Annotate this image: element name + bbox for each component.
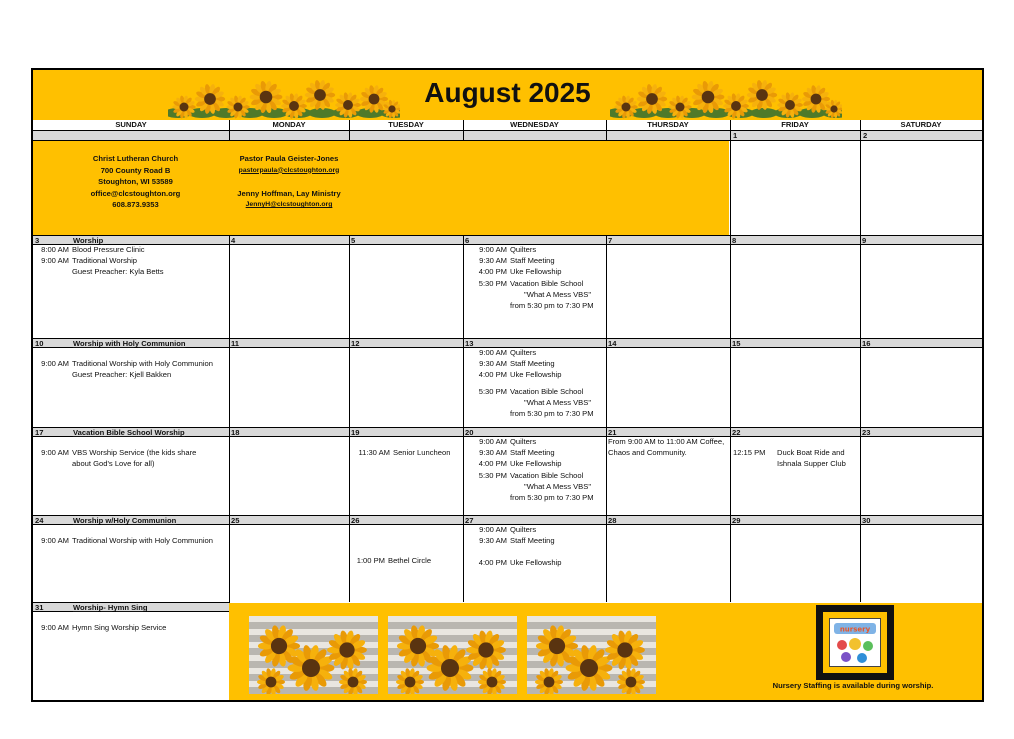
- nursery-icon: [829, 618, 881, 667]
- event-item: [477, 256, 555, 267]
- day-number: 9: [862, 236, 867, 245]
- event-item: [477, 387, 583, 398]
- day-number: 6: [465, 236, 470, 245]
- event-text: from 5:30 pm to 7:30 PM: [510, 493, 594, 502]
- event-time: 9:00 AM: [41, 256, 69, 265]
- sunflower-photo-icon: [527, 616, 656, 694]
- event-text: Vacation Bible School: [510, 279, 584, 288]
- column-divider: [463, 235, 464, 338]
- event-text: Quilters: [510, 348, 537, 357]
- event-item: [72, 267, 164, 278]
- event-item: [733, 448, 845, 459]
- event-text: "What A Mess VBS": [524, 482, 592, 491]
- event-time: 12:15 PM: [733, 448, 766, 457]
- event-time: 9:00 AM: [479, 245, 507, 254]
- column-divider: [229, 427, 230, 515]
- day-number: 29: [732, 516, 741, 525]
- event-item: [477, 245, 536, 256]
- event-time: 8:00 AM: [41, 245, 69, 254]
- event-text: Uke Fellowship: [510, 459, 562, 468]
- event-item: [477, 471, 583, 482]
- column-divider: [730, 130, 731, 141]
- event-item: [353, 448, 450, 459]
- church-email: office@clcstoughton.org: [90, 188, 181, 198]
- event-time: 4:00 PM: [478, 459, 507, 468]
- event-time: 9:00 AM: [41, 536, 69, 545]
- sunday-service-title: Vacation Bible School Worship: [73, 428, 185, 437]
- day-number: 23: [862, 428, 871, 437]
- event-time: 9:30 AM: [479, 256, 507, 265]
- event-text: Hymn Sing Worship Service: [72, 623, 167, 632]
- event-time: 9:00 AM: [41, 448, 69, 457]
- event-text: Traditional Worship with Holy Communion: [72, 359, 213, 368]
- event-text: Staff Meeting: [510, 256, 555, 265]
- church-address-1: 700 County Road B: [100, 165, 171, 175]
- day-number: 3: [35, 236, 40, 245]
- column-divider: [606, 130, 607, 141]
- weekday-header: TUESDAY: [388, 120, 424, 129]
- event-text: Quilters: [510, 525, 537, 534]
- event-item: [353, 556, 431, 567]
- day-number: 4: [231, 236, 236, 245]
- column-divider: [860, 427, 861, 515]
- lay-ministry-email-link[interactable]: JennyH@clcstoughton.org: [245, 201, 333, 208]
- day-number: 27: [465, 516, 474, 525]
- column-divider: [606, 515, 607, 602]
- column-divider: [860, 141, 861, 235]
- column-divider: [860, 130, 861, 141]
- column-divider: [860, 338, 861, 427]
- sunflower-photo-icon: [388, 616, 517, 694]
- event-time: 5:30 PM: [478, 387, 507, 396]
- sunflower-photo-icon: [249, 616, 378, 694]
- event-text: Uke Fellowship: [510, 370, 562, 379]
- church-contact: [63, 153, 208, 211]
- event-text: Ishnala Supper Club: [777, 459, 846, 468]
- weekday-header: WEDNESDAY: [510, 120, 559, 129]
- column-divider: [730, 120, 731, 130]
- event-text: Traditional Worship with Holy Communion: [72, 536, 213, 545]
- event-item: [477, 348, 536, 359]
- staff-contact: [219, 153, 359, 211]
- day-number: 22: [732, 428, 741, 437]
- event-item: [510, 409, 594, 420]
- day-number: 14: [608, 339, 617, 348]
- event-text: Vacation Bible School: [510, 387, 584, 396]
- church-name: Christ Lutheran Church: [92, 154, 179, 163]
- event-item: [477, 459, 562, 470]
- event-text: Uke Fellowship: [510, 267, 562, 276]
- event-text: Blood Pressure Clinic: [72, 245, 145, 254]
- column-divider: [606, 120, 607, 130]
- calendar: [31, 68, 984, 702]
- event-text: Traditional Worship: [72, 256, 137, 265]
- event-text: Staff Meeting: [510, 359, 555, 368]
- event-time: 9:00 AM: [41, 623, 69, 632]
- event-time: 9:00 AM: [479, 525, 507, 534]
- column-divider: [606, 338, 607, 427]
- event-time: 5:30 PM: [478, 279, 507, 288]
- event-time: 11:30 AM: [358, 448, 390, 457]
- column-divider: [463, 515, 464, 602]
- page-title: August 2025: [424, 77, 591, 108]
- day-number: 24: [35, 516, 44, 525]
- nursery-note: Nursery Staffing is available during worship.: [772, 681, 934, 690]
- column-divider: [463, 427, 464, 515]
- event-text: Vacation Bible School: [510, 471, 584, 480]
- event-item: [477, 437, 536, 448]
- event-item: [477, 558, 562, 569]
- event-item: [510, 493, 594, 504]
- event-item: [477, 448, 555, 459]
- event-time: 5:30 PM: [478, 471, 507, 480]
- event-text: Guest Preacher: Kjell Bakken: [72, 370, 172, 379]
- event-time: 9:00 AM: [479, 437, 507, 446]
- event-time: 4:00 PM: [478, 370, 507, 379]
- sunday-service-title: Worship w/Holy Communion: [73, 516, 177, 525]
- weekday-header: SATURDAY: [900, 120, 942, 129]
- event-item: [35, 245, 145, 256]
- sunday-service-title: Worship: [73, 236, 104, 245]
- pastor-name: Pastor Paula Geister-Jones: [239, 154, 339, 163]
- event-text: Uke Fellowship: [510, 558, 562, 567]
- column-divider: [463, 338, 464, 427]
- day-number: 25: [231, 516, 240, 525]
- event-item: [35, 623, 166, 634]
- event-text: VBS Worship Service (the kids share: [72, 448, 197, 457]
- event-text: Quilters: [510, 245, 537, 254]
- day-number: 31: [35, 603, 44, 612]
- day-number: 2: [863, 131, 868, 140]
- event-text: Duck Boat Ride and: [777, 448, 845, 457]
- event-text: From 9:00 AM to 11:00 AM Coffee,: [608, 437, 725, 446]
- event-text: Chaos and Community.: [608, 448, 687, 457]
- day-number: 1: [733, 131, 738, 140]
- column-divider: [349, 120, 350, 130]
- day-number: 12: [351, 339, 360, 348]
- svg-text:nursery: nursery: [839, 625, 871, 634]
- event-text: Bethel Circle: [388, 556, 432, 565]
- event-item: [510, 301, 594, 312]
- event-item: [524, 398, 591, 409]
- church-address-2: Stoughton, WI 53589: [98, 177, 173, 186]
- column-divider: [730, 235, 731, 338]
- event-item: [477, 267, 562, 278]
- column-divider: [730, 515, 731, 602]
- event-text: Senior Luncheon: [393, 448, 451, 457]
- event-item: [524, 290, 591, 301]
- column-divider: [860, 235, 861, 338]
- column-divider: [229, 130, 230, 141]
- column-divider: [349, 515, 350, 602]
- column-divider: [349, 338, 350, 427]
- event-item: [72, 370, 171, 381]
- event-text: Quilters: [510, 437, 537, 446]
- weekday-header: SUNDAY: [115, 120, 147, 129]
- day-number: 21: [608, 428, 617, 437]
- column-divider: [349, 130, 350, 141]
- day-number: 17: [35, 428, 44, 437]
- event-text: from 5:30 pm to 7:30 PM: [510, 409, 594, 418]
- event-text: Guest Preacher: Kyla Betts: [72, 267, 164, 276]
- day-number: 20: [465, 428, 474, 437]
- event-item: [35, 536, 213, 547]
- column-divider: [229, 120, 230, 130]
- day-number: 7: [608, 236, 613, 245]
- event-item: [777, 459, 846, 470]
- event-time: 4:00 PM: [478, 558, 507, 567]
- event-text: Staff Meeting: [510, 536, 555, 545]
- event-text: "What A Mess VBS": [524, 398, 592, 407]
- event-item: [524, 482, 591, 493]
- event-text: from 5:30 pm to 7:30 PM: [510, 301, 594, 310]
- weekday-header: MONDAY: [272, 120, 306, 129]
- weekday-header: THURSDAY: [647, 120, 689, 129]
- day-number: 10: [35, 339, 44, 348]
- column-divider: [730, 141, 731, 235]
- event-item: [477, 536, 555, 547]
- day-number: 5: [351, 236, 356, 245]
- event-item: [35, 256, 137, 267]
- event-time: 9:00 AM: [479, 348, 507, 357]
- event-time: 9:00 AM: [41, 359, 69, 368]
- event-item: [477, 370, 562, 381]
- column-divider: [229, 235, 230, 338]
- event-item: [477, 359, 555, 370]
- column-divider: [349, 235, 350, 338]
- event-text: about God's Love for all): [72, 459, 155, 468]
- column-divider: [349, 427, 350, 515]
- column-divider: [606, 235, 607, 338]
- pastor-email-link[interactable]: pastorpaula@clcstoughton.org: [238, 166, 340, 174]
- column-divider: [463, 130, 464, 141]
- weekday-header: FRIDAY: [781, 120, 809, 129]
- day-number-band: [33, 236, 982, 244]
- event-item: [35, 448, 196, 459]
- day-number: 26: [351, 516, 360, 525]
- day-number: 30: [862, 516, 871, 525]
- column-divider: [229, 338, 230, 427]
- event-time: 4:00 PM: [478, 267, 507, 276]
- column-divider: [463, 120, 464, 130]
- day-number: 28: [608, 516, 617, 525]
- event-time: 9:30 AM: [479, 536, 507, 545]
- day-number: 11: [231, 339, 240, 348]
- church-phone: 608.873.9353: [112, 200, 159, 209]
- column-divider: [730, 338, 731, 427]
- sunday-service-title: Worship- Hymn Sing: [73, 603, 148, 612]
- event-item: [35, 359, 213, 370]
- column-divider: [606, 427, 607, 515]
- column-divider: [860, 120, 861, 130]
- day-number: 13: [465, 339, 474, 348]
- day-number: 16: [862, 339, 871, 348]
- day-number: 8: [732, 236, 737, 245]
- lay-ministry-name: Jenny Hoffman, Lay Ministry: [237, 188, 341, 198]
- event-time: 9:30 AM: [479, 359, 507, 368]
- first-row-band: [33, 131, 982, 140]
- event-item: [477, 279, 583, 290]
- day-number: 18: [231, 428, 240, 437]
- column-divider: [229, 515, 230, 602]
- sunday-service-title: Worship with Holy Communion: [73, 339, 186, 348]
- column-divider: [730, 427, 731, 515]
- event-item: [72, 459, 155, 470]
- event-text: Staff Meeting: [510, 448, 555, 457]
- event-time: 9:30 AM: [479, 448, 507, 457]
- event-text: "What A Mess VBS": [524, 290, 592, 299]
- day-number: 19: [351, 428, 360, 437]
- day-number: 15: [732, 339, 741, 348]
- nursery-badge: [816, 605, 894, 680]
- event-time: 1:00 PM: [356, 556, 385, 565]
- event-item: [477, 525, 536, 536]
- column-divider: [860, 515, 861, 602]
